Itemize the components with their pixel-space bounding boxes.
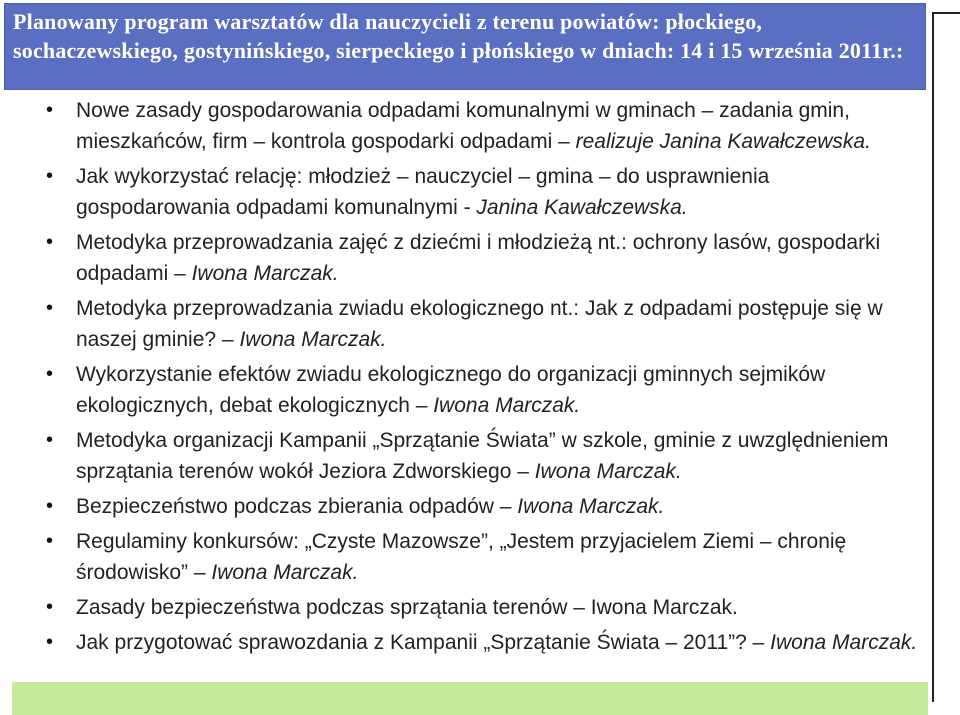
list-item-text: Metodyka przeprowadzania zajęć z dziećmi i młodzieżą nt.: ochrony lasów, gospodarki odpadami –	[76, 231, 881, 285]
list-item	[40, 293, 920, 355]
title-box	[4, 3, 926, 90]
bullet-dot-icon: •	[46, 631, 54, 653]
list-item-author: Iwona Marczak.	[211, 561, 359, 584]
corner-frame-top	[932, 12, 960, 16]
list-item	[40, 227, 920, 289]
list-item-text: Bezpieczeństwo podczas zbierania odpadów –	[76, 495, 518, 518]
list-item-author: Iwona Marczak.	[770, 631, 918, 654]
list-item	[40, 491, 920, 522]
list-item-text: Jak wykorzystać relację: młodzież – nauczyciel – gmina – do usprawnienia gospodarowania odpadami komunalnymi -	[76, 165, 770, 219]
list-item-author: Janina Kawałczewska.	[476, 196, 688, 219]
list-item-text: Jak przygotować sprawozdania z Kampanii „Sprzątanie Świata – 2011”? –	[76, 631, 771, 654]
bullet-dot-icon: •	[46, 495, 54, 517]
list-item-author: Iwona Marczak.	[191, 262, 339, 285]
list-item-text: Zasady bezpieczeństwa podczas sprzątania terenów – Iwona Marczak.	[76, 596, 738, 619]
bullet-list	[40, 95, 920, 662]
list-item-author: Iwona Marczak.	[517, 495, 665, 518]
bullet-dot-icon: •	[46, 363, 54, 385]
list-item-author: Iwona Marczak.	[239, 328, 387, 351]
corner-frame-side	[932, 12, 934, 702]
bullet-dot-icon: •	[46, 429, 54, 451]
list-item	[40, 425, 920, 487]
bullet-dot-icon: •	[46, 596, 54, 618]
page-title: Planowany program warsztatów dla nauczycieli z terenu powiatów: płockiego, sochaczewskiego, gostynińskiego, sierpeckiego i płońskiego w dniach: 14 i 15 września 2011r.:	[13, 9, 904, 63]
list-item	[40, 95, 920, 157]
list-item	[40, 161, 920, 223]
list-item-text: Metodyka przeprowadzania zwiadu ekologicznego nt.: Jak z odpadami postępuje się w naszej gminie? –	[76, 297, 883, 351]
list-item-text: Regulaminy konkursów: „Czyste Mazowsze”, „Jestem przyjacielem Ziemi – chronię środowisko” –	[76, 530, 847, 584]
list-item-text: Metodyka organizacji Kampanii „Sprzątanie Świata” w szkole, gminie z uwzględnieniem sprzątania terenów wokół Jeziora Zdworskiego –	[76, 429, 889, 483]
list-item-author: Iwona Marczak.	[433, 394, 581, 417]
list-item	[40, 627, 920, 658]
footer-bar	[12, 682, 928, 715]
list-item	[40, 592, 920, 623]
list-item-author: Iwona Marczak.	[534, 460, 682, 483]
list-item	[40, 359, 920, 421]
list-item-text: Wykorzystanie efektów zwiadu ekologicznego do organizacji gminnych sejmików ekologicznych, debat ekologicznych –	[76, 363, 826, 417]
bullet-dot-icon: •	[46, 530, 54, 552]
bullet-dot-icon: •	[46, 99, 54, 121]
bullet-dot-icon: •	[46, 297, 54, 319]
list-item	[40, 526, 920, 588]
bullet-dot-icon: •	[46, 231, 54, 253]
bullet-dot-icon: •	[46, 165, 54, 187]
list-item-text: Nowe zasady gospodarowania odpadami komunalnymi w gminach – zadania gmin, mieszkańców, firm – kontrola gospodarki odpadami –	[76, 99, 850, 153]
list-item-author: realizuje Janina Kawałczewska.	[575, 130, 871, 153]
